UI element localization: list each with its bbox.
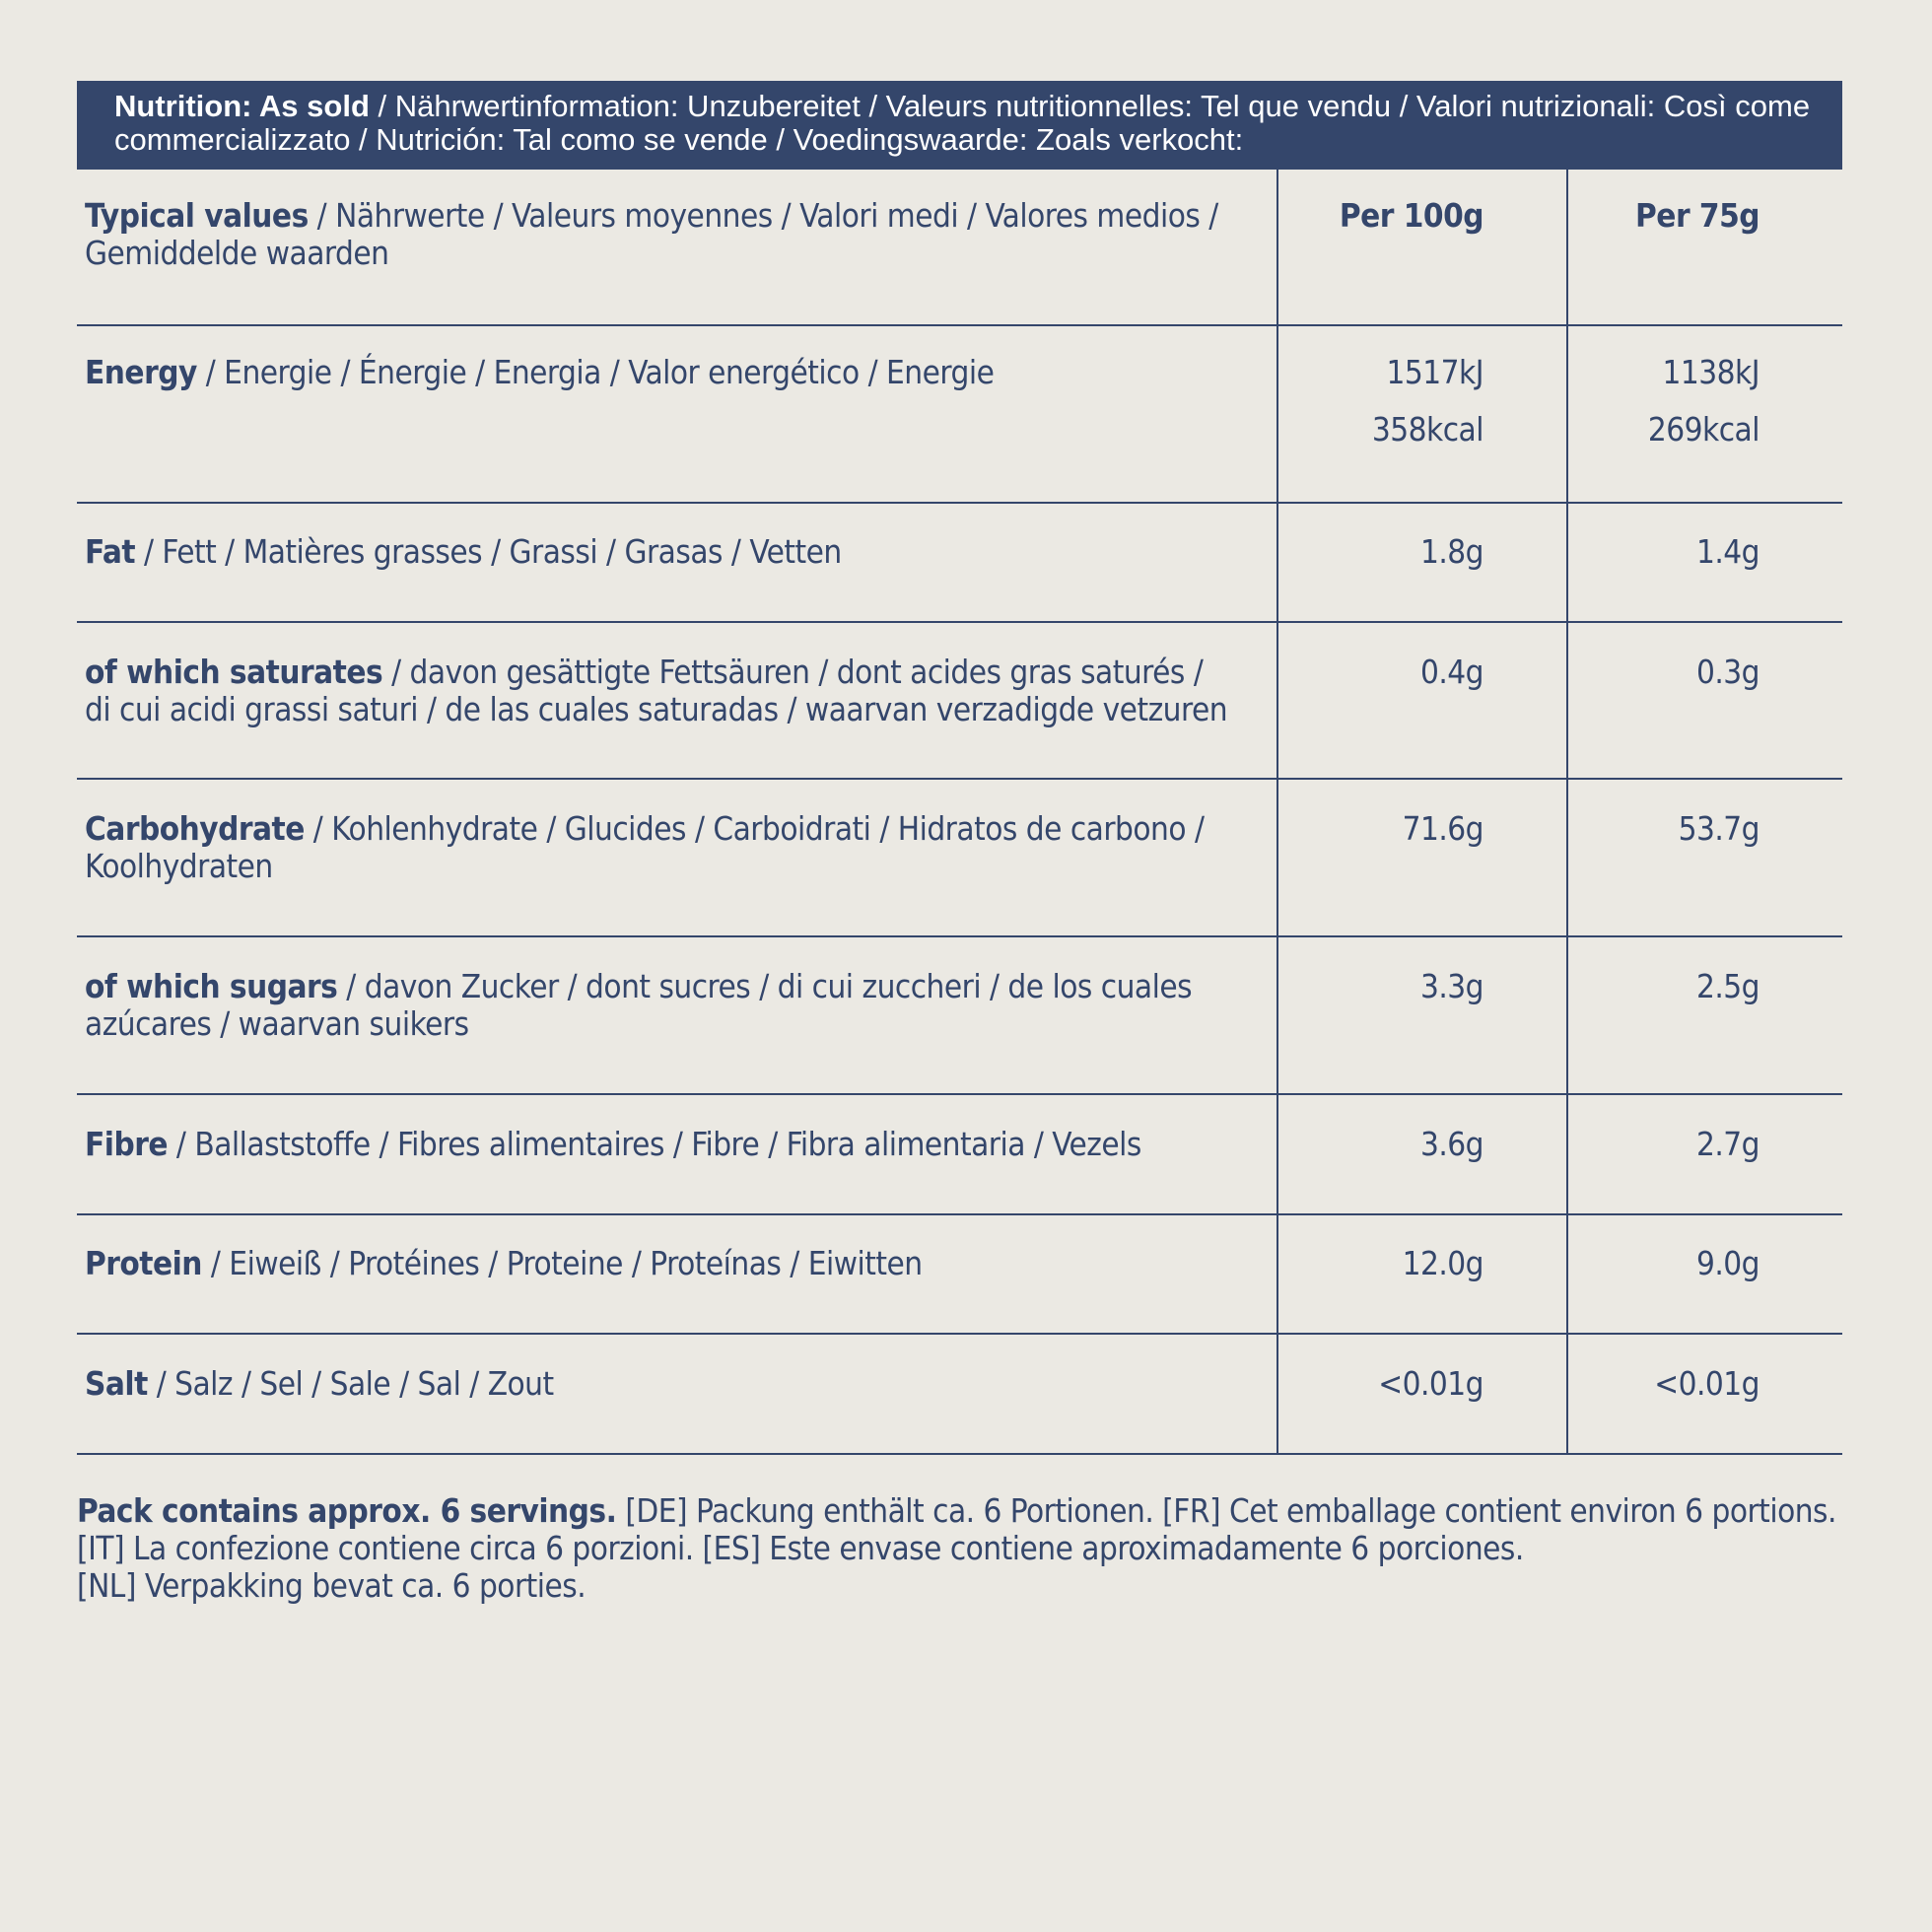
footer-line-3: [NL] Verpakking bevat ca. 6 porties. xyxy=(77,1566,586,1605)
carbohydrate-per-75g: 53.7g xyxy=(1567,779,1842,936)
table-row-saturates xyxy=(77,622,1842,779)
saturates-per-100g: 0.4g xyxy=(1277,622,1567,779)
protein-label: Protein / Eiweiß / Protéines / Proteine / Proteínas / Eiwitten xyxy=(77,1214,1277,1334)
header-translations: / Nährwertinformation: Unzubereitet / Valeurs nutritionnelles: Tel que vendu / Valori nutrizionali: Così come commercializzato / Nutrición: Tal como se vende / Voedingswaarde: Zoals verkocht: xyxy=(114,89,1811,157)
per-100g-header: Per 100g xyxy=(1277,170,1567,325)
fat-per-75g: 1.4g xyxy=(1567,503,1842,622)
sugars-per-75g: 2.5g xyxy=(1567,936,1842,1094)
protein-per-100g: 12.0g xyxy=(1277,1214,1567,1334)
table-row-protein xyxy=(77,1214,1842,1334)
carbohydrate-label: Carbohydrate / Kohlenhydrate / Glucides / Carboidrati / Hidratos de carbono / Koolhydraten xyxy=(77,779,1277,936)
salt-per-75g: <0.01g xyxy=(1567,1334,1842,1454)
footer-line-1: Pack contains approx. 6 servings. [DE] Packung enthält ca. 6 Portionen. [FR] Cet emballage contient environ 6 portions. xyxy=(77,1491,1836,1530)
sugars-label: of which sugars / davon Zucker / dont sucres / di cui zuccheri / de los cuales azúcares / waarvan suikers xyxy=(77,936,1277,1094)
energy-per-75g: 1138kJ 269kcal xyxy=(1567,325,1842,503)
fibre-label: Fibre / Ballaststoffe / Fibres alimentaires / Fibre / Fibra alimentaria / Vezels xyxy=(77,1094,1277,1214)
table-row-energy xyxy=(77,325,1842,503)
typical-values-label: Typical values / Nährwerte / Valeurs moyennes / Valori medi / Valores medios / Gemiddelde waarden xyxy=(77,170,1277,325)
carbohydrate-per-100g: 71.6g xyxy=(1277,779,1567,936)
table-header-row xyxy=(77,170,1842,325)
fat-label: Fat / Fett / Matières grasses / Grassi / Grasas / Vetten xyxy=(77,503,1277,622)
fibre-per-75g: 2.7g xyxy=(1567,1094,1842,1214)
saturates-per-75g: 0.3g xyxy=(1567,622,1842,779)
per-75g-header: Per 75g xyxy=(1567,170,1842,325)
table-row-fat xyxy=(77,503,1842,622)
salt-per-100g: <0.01g xyxy=(1277,1334,1567,1454)
servings-footer xyxy=(77,1492,1851,1605)
table-row-carbohydrate xyxy=(77,779,1842,936)
nutrition-table xyxy=(77,170,1842,1455)
footer-line-2: [IT] La confezione contiene circa 6 porzioni. [ES] Este envase contiene aproximadamente 6 porciones. xyxy=(77,1529,1524,1567)
fibre-per-100g: 3.6g xyxy=(1277,1094,1567,1214)
table-row-salt xyxy=(77,1334,1842,1454)
nutrition-panel xyxy=(77,81,1842,1455)
sugars-per-100g: 3.3g xyxy=(1277,936,1567,1094)
protein-per-75g: 9.0g xyxy=(1567,1214,1842,1334)
salt-label: Salt / Salz / Sel / Sale / Sal / Zout xyxy=(77,1334,1277,1454)
table-row-sugars xyxy=(77,936,1842,1094)
energy-label: Energy / Energie / Énergie / Energia / Valor energético / Energie xyxy=(77,325,1277,503)
energy-per-100g: 1517kJ 358kcal xyxy=(1277,325,1567,503)
nutrition-header xyxy=(77,81,1842,170)
table-row-fibre xyxy=(77,1094,1842,1214)
saturates-label: of which saturates / davon gesättigte Fettsäuren / dont acides gras saturés / di cui acidi grassi saturi / de las cuales saturadas / waarvan verzadigde vetzuren xyxy=(77,622,1277,779)
header-title: Nutrition: As sold xyxy=(114,89,370,123)
fat-per-100g: 1.8g xyxy=(1277,503,1567,622)
